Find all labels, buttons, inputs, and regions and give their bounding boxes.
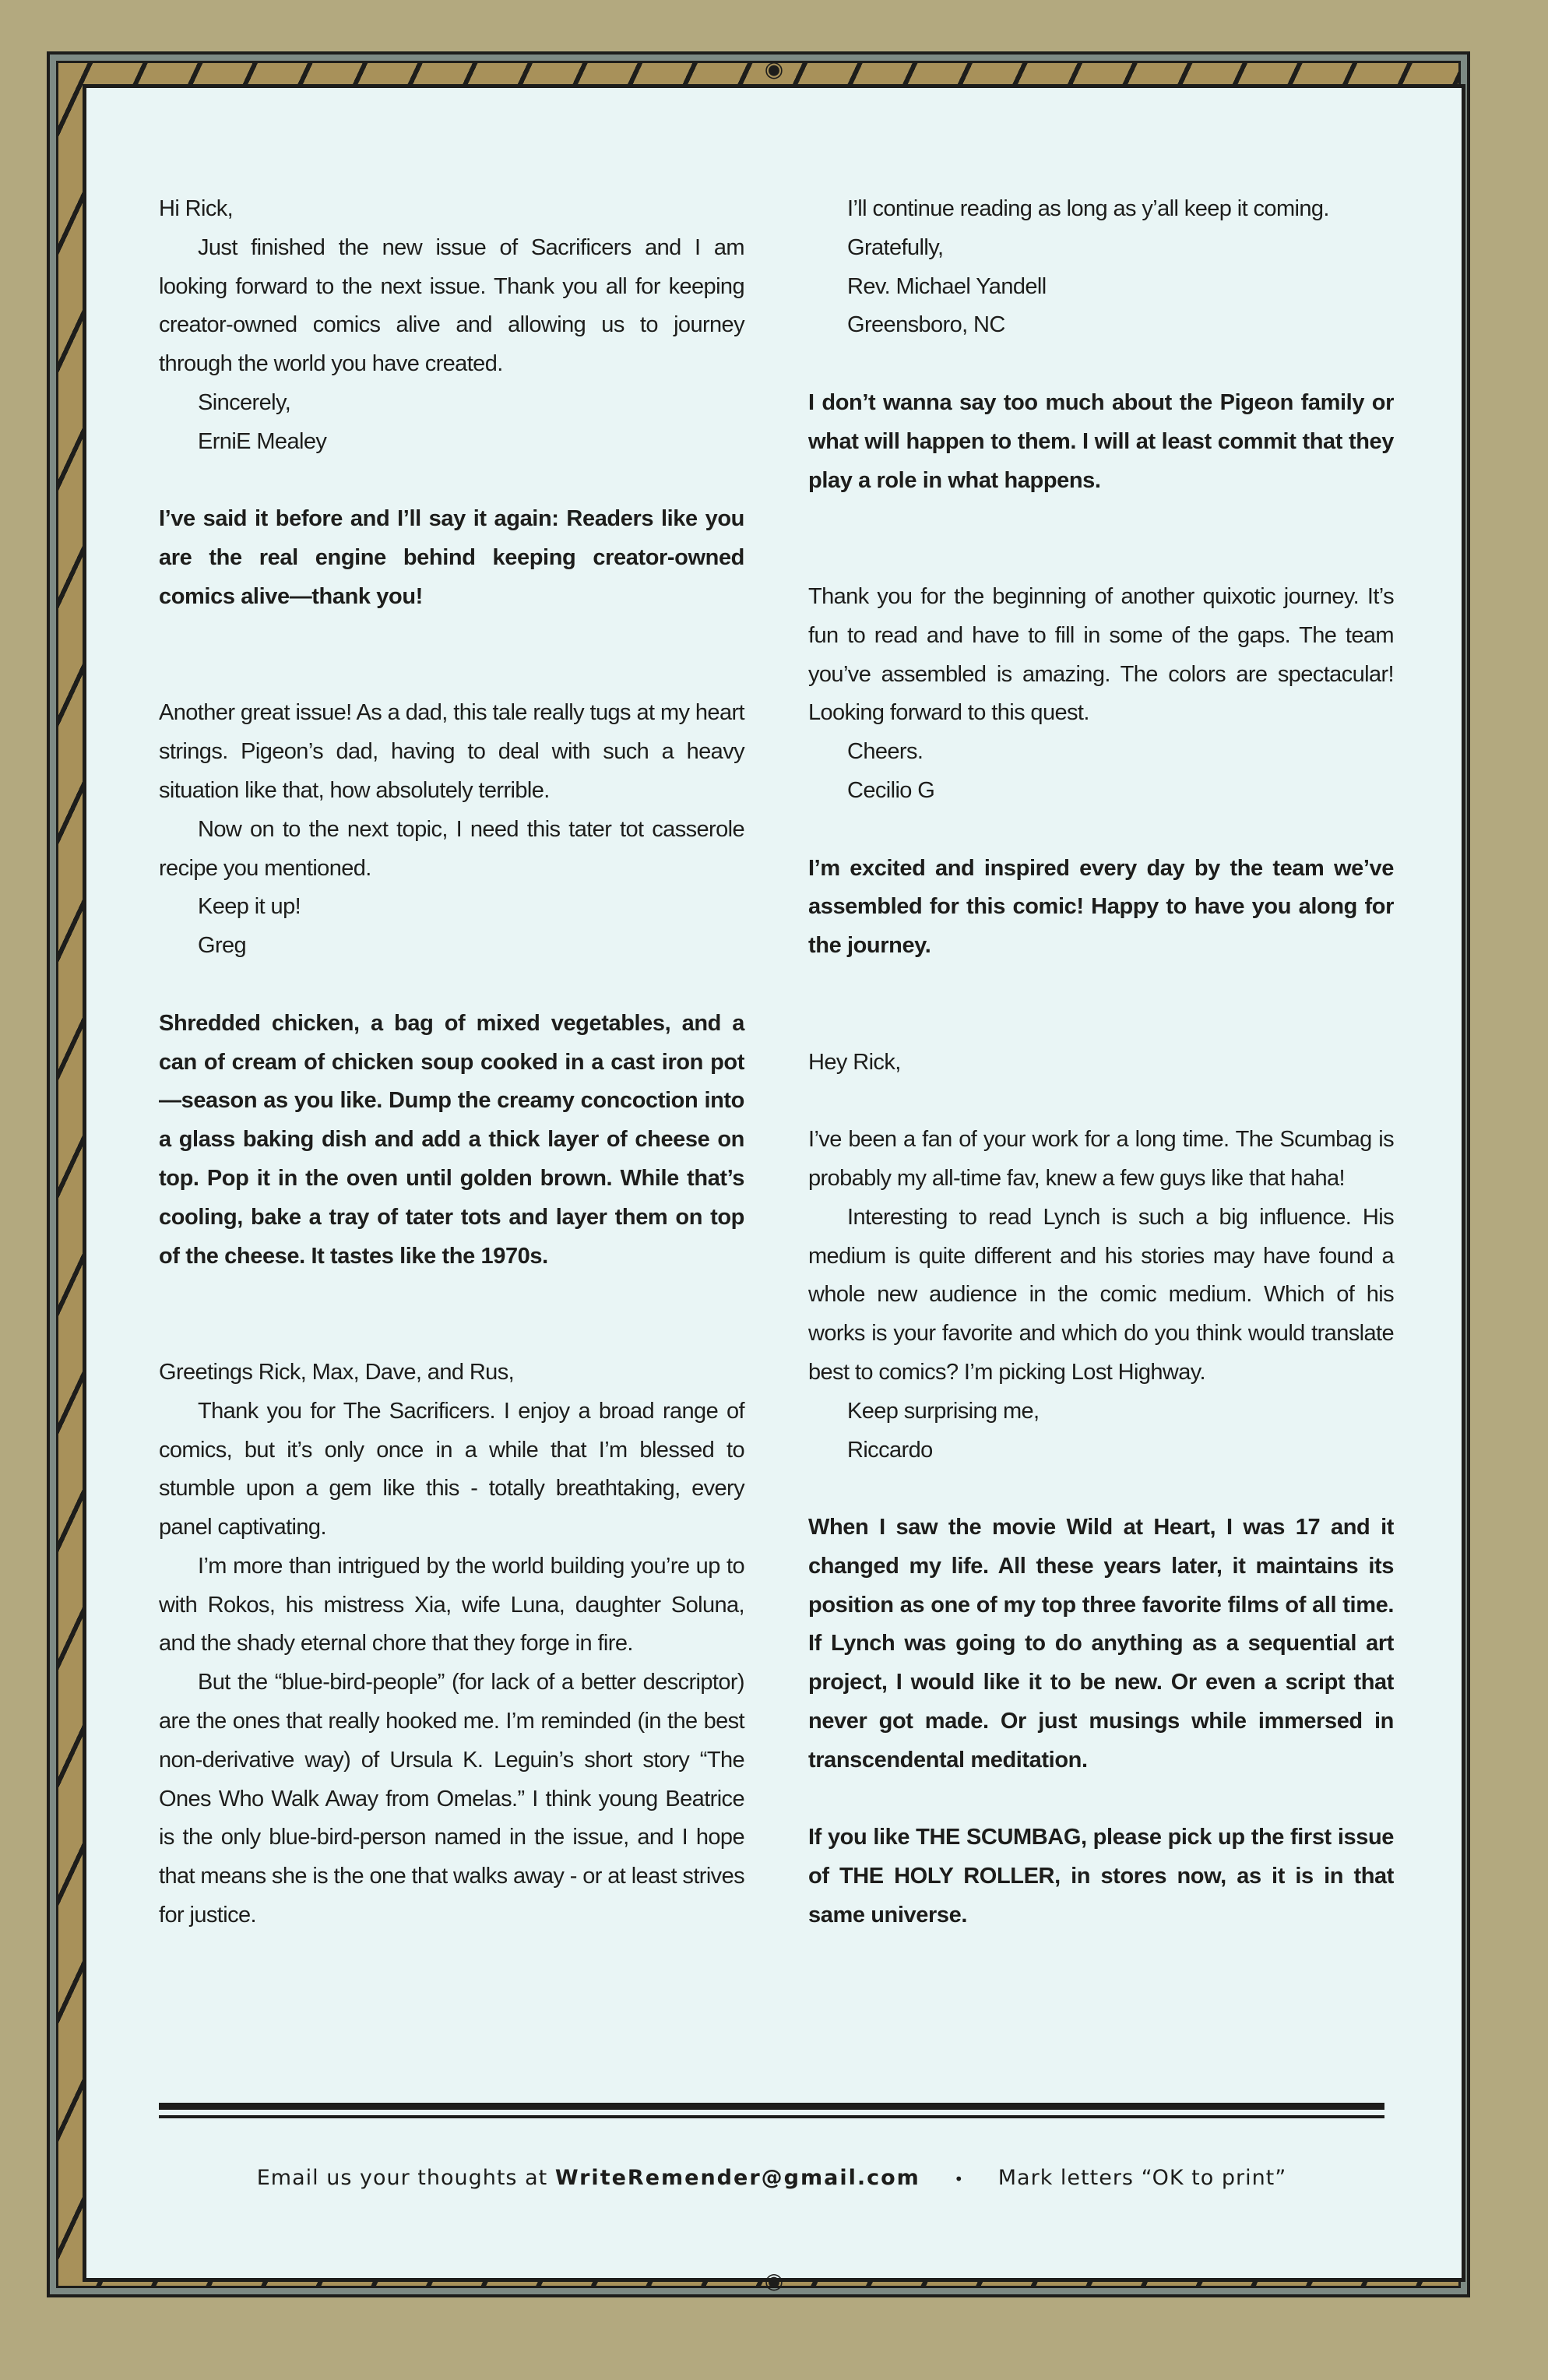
letter-signature: Rev. Michael Yandell	[847, 273, 1047, 299]
letter-signature: ErniE Mealey	[198, 428, 327, 454]
letters-column-right	[808, 190, 1394, 1935]
letter-body: Now on to the next topic, I need this tater tot casserole recipe you mentioned.	[159, 816, 744, 881]
letter-location: Greensboro, NC	[847, 312, 1005, 338]
footer-note: Mark letters “OK to print”	[997, 2166, 1287, 2190]
letter-closing: Cheers.	[847, 739, 924, 765]
frame-ornament-bottom-icon: ◉	[764, 2268, 784, 2294]
letter-body: Thank you for The Sacrificers. I enjoy a broad range of comics, but it’s only once in a while that I’m blessed to stumble upon a gem like this - totally breathtaking, every panel captivating.	[159, 1398, 744, 1540]
letter-body: Another great issue! As a dad, this tale really tugs at my heart strings. Pigeon’s dad, having to deal with such a heavy situation like that, how absolutely terrible.	[159, 700, 744, 803]
letter-closing: Sincerely,	[198, 389, 291, 415]
footer-email-link[interactable]: WriteRemender@gmail.com	[554, 2166, 920, 2190]
letters-column-left	[159, 190, 744, 1935]
letter-body: I’ve been a fan of your work for a long time. The Scumbag is probably my all-time fav, knew a few guys like that haha!	[808, 1127, 1394, 1191]
editor-reply: I’ve said it before and I’ll say it again: Readers like you are the real engine behind keeping creator-owned comics alive—thank you!	[159, 506, 744, 609]
editor-reply: I don’t wanna say too much about the Pigeon family or what will happen to them. I will at least commit that they play a role in what happens.	[808, 389, 1394, 493]
letter-greeting: Greetings Rick, Max, Dave, and Rus,	[159, 1359, 515, 1385]
footer-contact	[159, 2159, 1384, 2199]
footer-bullet: •	[954, 2169, 965, 2188]
editor-reply: I’m excited and inspired every day by the team we’ve assembled for this comic! Happy to have you along for the journey.	[808, 855, 1394, 959]
letter-body: Just finished the new issue of Sacrificers and I am looking forward to the next issue. Thank you all for keeping creator-owned comics alive and allowing us to journey through the world you have created.	[159, 234, 744, 377]
frame-ornament-top-icon: ◉	[764, 56, 784, 82]
letter-closing: Keep it up!	[198, 894, 301, 920]
letter-closing: Keep surprising me,	[847, 1398, 1040, 1424]
footer-divider-thin	[159, 2115, 1384, 2118]
letter-greeting: Hi Rick,	[159, 196, 234, 221]
letter-greeting: Hey Rick,	[808, 1049, 901, 1075]
letter-closing: Gratefully,	[847, 234, 944, 260]
letter-body: I’m more than intrigued by the world building you’re up to with Rokos, his mistress Xia, wife Luna, daughter Soluna, and the shady eternal chore that they forge in fire.	[159, 1553, 744, 1656]
editor-reply: Shredded chicken, a bag of mixed vegetables, and a can of cream of chicken soup cooked in a cast iron pot—season as you like. Dump the creamy concoction into a glass baking dish and add a thick layer of cheese on top. Pop it in the oven until golden brown. While that’s cooling, bake a tray of tater tots and layer them on top of the cheese. It tastes like the 1970s.	[159, 1010, 744, 1269]
editor-reply: If you like THE SCUMBAG, please pick up the first issue of THE HOLY ROLLER, in stores now, as it is in that same universe.	[808, 1825, 1394, 1928]
editor-reply: When I saw the movie Wild at Heart, I was 17 and it changed my life. All these years later, it maintains its position as one of my top three favorite films of all time. If Lynch was going to do anything as a sequential art project, I would like it to be new. Or even a script that never got made. Or just musings while immersed in transcendental meditation.	[808, 1515, 1394, 1773]
footer-prompt: Email us your thoughts at	[256, 2166, 548, 2190]
footer-divider-thick	[159, 2103, 1384, 2110]
letter-body: Interesting to read Lynch is such a big influence. His medium is quite different and his stories may have found a whole new audience in the comic medium. Which of his works is your favorite and which do you think would translate best to comics? I’m picking Lost Highway.	[808, 1204, 1394, 1385]
letter-body: But the “blue-bird-people” (for lack of a better descriptor) are the ones that really hooked me. I’m reminded (in the best non-derivative way) of Ursula K. Leguin’s short story “The Ones Who Walk Away from Omelas.” I think young Beatrice is the only blue-bird-person named in the issue, and I hope that means she is the one that walks away - or at least strives for justice.	[159, 1670, 745, 1928]
letter-signature: Greg	[198, 933, 247, 959]
letter-body: I’ll continue reading as long as y’all keep it coming.	[847, 196, 1329, 221]
letter-signature: Riccardo	[847, 1437, 933, 1463]
letter-signature: Cecilio G	[847, 777, 935, 803]
letter-body: Thank you for the beginning of another quixotic journey. It’s fun to read and have to fill in some of the gaps. The team you’ve assembled is amazing. The colors are spectacular! Looking forward to this quest.	[808, 583, 1394, 726]
